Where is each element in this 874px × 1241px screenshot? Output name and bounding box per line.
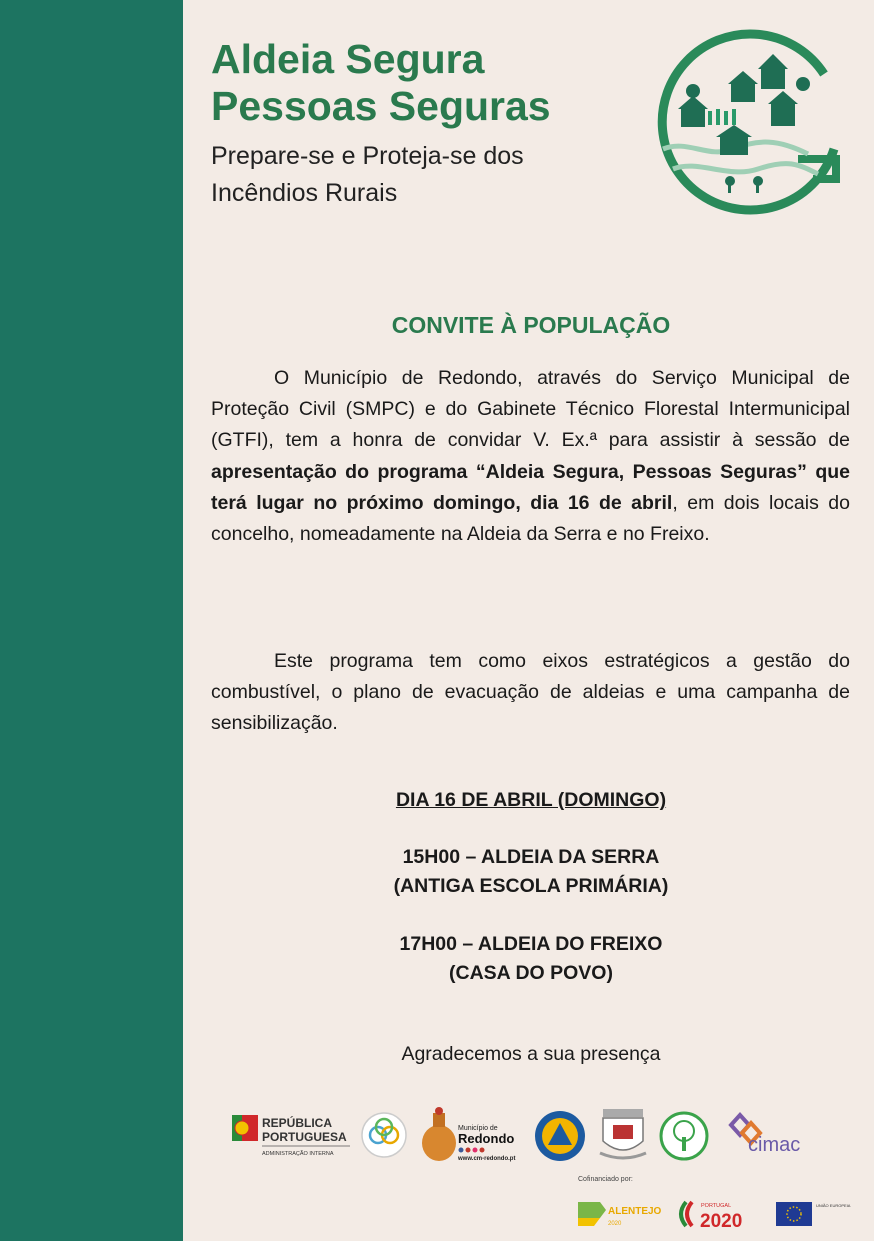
subtitle-line-2: Incêndios Rurais bbox=[211, 179, 398, 207]
invite-paragraph bbox=[211, 363, 850, 550]
invite-text-bold: apresentação do programa “Aldeia Segura, Pessoas Seguras” que terá lugar no próximo domingo, dia 16 de abril bbox=[211, 460, 850, 514]
invite-text-end: , em dois locais do concelho, nomeadamente na Aldeia da Serra e no Freixo. bbox=[211, 491, 850, 546]
gtf-tree-logo-icon bbox=[661, 1113, 707, 1159]
sidebar-band bbox=[0, 0, 183, 1241]
invite-text-start: O Município de Redondo, através do Serviço Municipal de Proteção Civil (SMPC) e do Gabinete Técnico Florestal Intermunicipal (GTFI), tem a honra de convidar V. Ex.ª para assistir à sessão de bbox=[211, 367, 850, 452]
title-line-2: Pessoas Seguras bbox=[211, 83, 551, 129]
cimac-logo-icon bbox=[731, 1115, 800, 1156]
municipio-name: Redondo bbox=[458, 1131, 515, 1146]
freguesia-coat-of-arms-icon bbox=[600, 1109, 646, 1158]
page-title bbox=[211, 36, 551, 130]
portugal-year: 2020 bbox=[700, 1211, 743, 1232]
aldeia-segura-logo-icon bbox=[648, 29, 844, 219]
european-union-flag-icon bbox=[776, 1202, 851, 1226]
event-aldeia-da-serra bbox=[211, 843, 851, 901]
bombeiros-badge-icon bbox=[535, 1111, 585, 1161]
title-line-1: Aldeia Segura bbox=[211, 36, 485, 82]
protecao-civil-seal-icon bbox=[362, 1113, 406, 1157]
invite-heading: CONVITE À POPULAÇÃO bbox=[391, 312, 671, 338]
event-aldeia-do-freixo bbox=[211, 930, 851, 988]
municipio-redondo-logo-icon bbox=[422, 1107, 515, 1162]
municipio-url: www.cm-redondo.pt bbox=[458, 1156, 516, 1162]
republica-portuguesa-logo-icon bbox=[232, 1115, 350, 1157]
event-date: DIA 16 DE ABRIL (DOMINGO) bbox=[395, 789, 667, 811]
event2-venue: (CASA DO POVO) bbox=[449, 962, 613, 984]
portugal-small: PORTUGAL bbox=[701, 1203, 732, 1209]
closing-thanks: Agradecemos a sua presença bbox=[401, 1043, 661, 1065]
subtitle-line-1: Prepare-se e Proteja-se dos bbox=[211, 142, 524, 170]
event1-time-place: 15H00 – ALDEIA DA SERRA bbox=[402, 846, 660, 868]
alentejo-2020-logo-icon bbox=[578, 1202, 662, 1227]
event2-time-place: 17H00 – ALDEIA DO FREIXO bbox=[399, 933, 663, 955]
page-subtitle bbox=[211, 138, 524, 212]
alentejo-text: ALENTEJO bbox=[608, 1206, 662, 1217]
cofinanciado-label: Cofinanciado por: bbox=[578, 1176, 633, 1183]
portugal-2020-logo-icon bbox=[681, 1202, 742, 1232]
municipio-small: Município de bbox=[458, 1125, 498, 1132]
alentejo-year: 2020 bbox=[608, 1221, 622, 1227]
republica-line-2: PORTUGUESA bbox=[262, 1130, 347, 1144]
funder-logos bbox=[576, 1196, 851, 1232]
program-paragraph: Este programa tem como eixos estratégicos a gestão do combustível, o plano de evacuação de aldeias e uma campanha de sensibilização. bbox=[211, 650, 850, 735]
republica-line-1: REPÚBLICA bbox=[262, 1116, 333, 1130]
partner-logos bbox=[228, 1103, 828, 1168]
eu-label: UNIÃO EUROPEIA bbox=[816, 1203, 851, 1208]
republica-sub: ADMINISTRAÇÃO INTERNA bbox=[262, 1151, 334, 1157]
event1-venue: (ANTIGA ESCOLA PRIMÁRIA) bbox=[393, 875, 669, 897]
cimac-text: cimac bbox=[748, 1134, 801, 1156]
